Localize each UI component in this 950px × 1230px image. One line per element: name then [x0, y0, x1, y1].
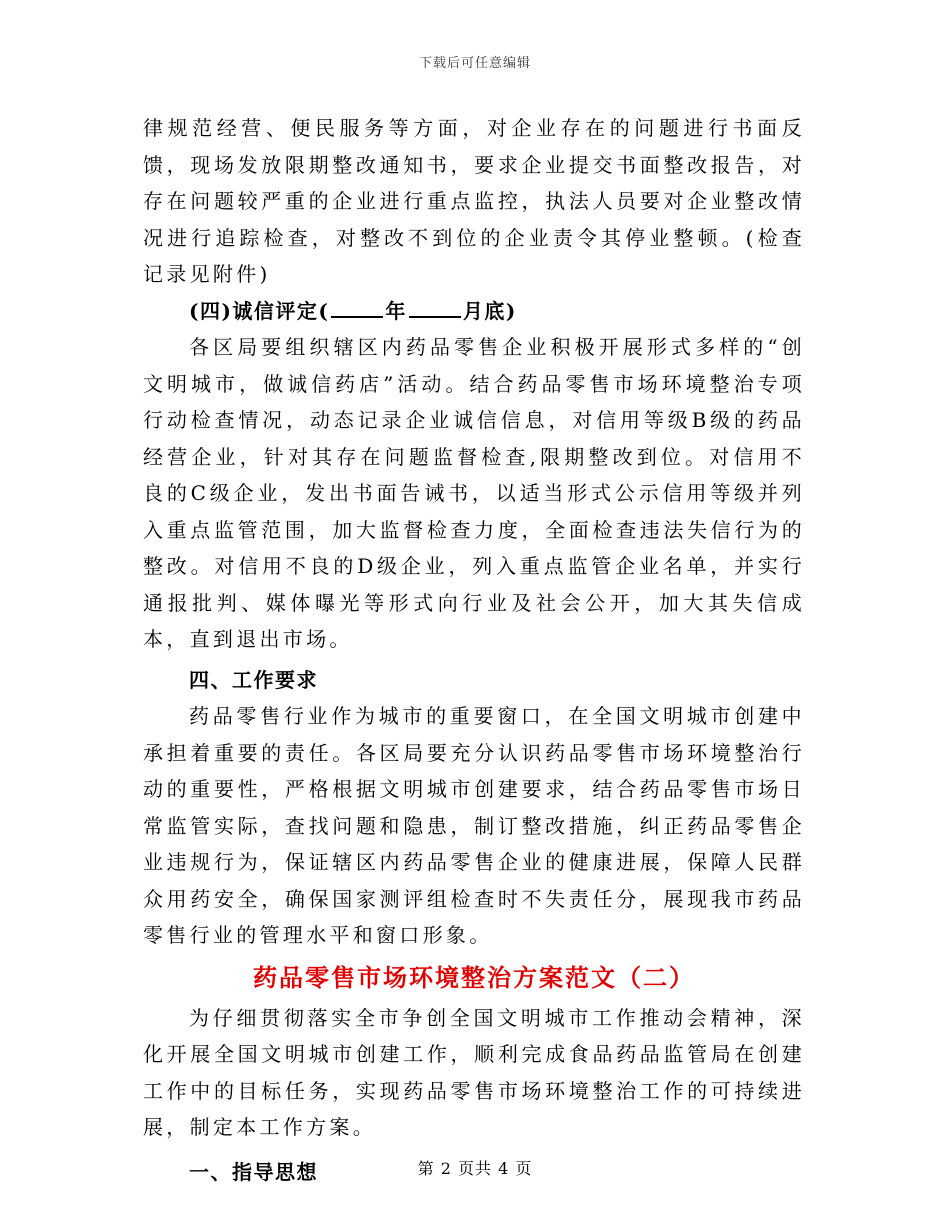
subheading-year: 年 — [385, 298, 407, 323]
paragraph-continuation: 律规范经营、便民服务等方面，对企业存在的问题进行书面反馈，现场发放限期整改通知书，要求企业提交书面整改报告，对存在问题较严重的企业进行重点监控，执法人员要对企业整改情况进行追踪检查，对整改不到位的企业责令其停业整顿。(检查记录见附件) — [143, 116, 805, 286]
heading-work-requirements: 四、工作要求 — [189, 667, 318, 692]
heading-guiding-ideology: 一、指导思想 — [189, 1159, 318, 1184]
paragraph-credit-evaluation: 各区局要组织辖区内药品零售企业积极开展形式多样的“创文明城市，做诚信药店”活动。结合药品零售市场环境整治专项行动检查情况，动态记录企业诚信信息，对信用等级B级的药品经营企业，针对其存在问题监督检查,限期整改到位。对信用不良的C级企业，发出书面告诫书，以适当形式公示信用等级并列入重点监管范围，加大监督检查力度，全面检查违法失信行为的整改。对信用不良的D级企业，列入重点监管企业名单，并实行通报批判、媒体曝光等形式向行业及社会公开，加大其失信成本，直到退出市场。 — [143, 335, 805, 651]
section-title: 药品零售市场环境整治方案范文（二） — [253, 962, 695, 992]
page-header: 下载后可任意编辑 — [418, 56, 531, 71]
subheading-suffix: 月底) — [462, 298, 517, 323]
subheading-credit-evaluation — [143, 293, 805, 330]
paragraph-work-requirements: 药品零售行业作为城市的重要窗口，在全国文明城市创建中承担着重要的责任。各区局要充分认识药品零售市场环境整治行动的重要性，严格根据文明城市创建要求，结合药品零售市场日常监管实际，查找问题和隐患，制订整改措施，纠正药品零售企业违规行为，保证辖区内药品零售企业的健康进展，保障人民群众用药安全，确保国家测评组检查时不失责任分，展现我市药品零售行业的管理水平和窗口形象。 — [143, 704, 805, 947]
page-footer: 第 2 页共 4 页 — [417, 1159, 533, 1178]
blank-line-month — [409, 300, 461, 318]
document-body — [143, 110, 805, 1190]
blank-line-year — [331, 300, 383, 318]
subheading-prefix: (四)诚信评定( — [189, 298, 330, 323]
paragraph-intro: 为仔细贯彻落实全市争创全国文明城市工作推动会精神，深化开展全国文明城市创建工作，顺利完成食品药品监管局在创建工作中的目标任务，实现药品零售市场环境整治工作的可持续进展，制定本工作方案。 — [143, 1005, 805, 1139]
